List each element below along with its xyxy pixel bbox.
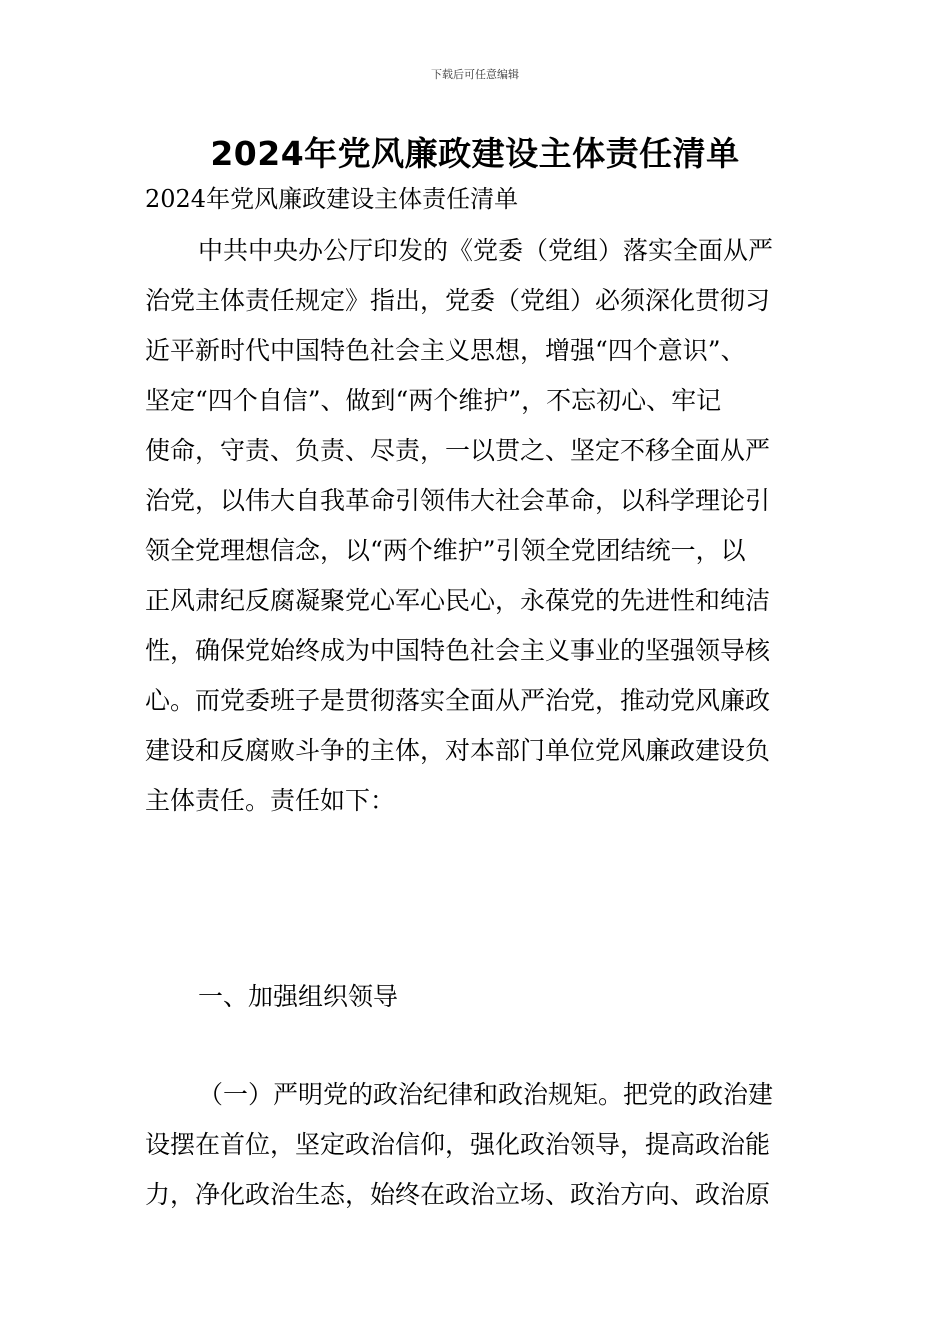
paragraph-line: 领全党理想信念，以“两个维护”引领全党团结统一，以 — [145, 536, 746, 565]
paragraph-line: 近平新时代中国特色社会主义思想，增强“四个意识”、 — [145, 336, 746, 365]
paragraph-line: 主体责任。责任如下： — [145, 786, 396, 815]
section-heading-1: 一、加强组织领导 — [198, 982, 399, 1011]
paragraph-line: 设摆在首位，坚定政治信仰，强化政治领导，提高政治能 — [145, 1130, 771, 1159]
paragraph-line: 治党，以伟大自我革命引领伟大社会革命，以科学理论引 — [145, 486, 771, 515]
paragraph-line: 正风肃纪反腐凝聚党心军心民心，永葆党的先进性和纯洁 — [145, 586, 771, 615]
paragraph-line: 中共中央办公厅印发的《党委（党组）落实全面从严 — [198, 236, 774, 265]
paragraph-line: 使命，守责、负责、尽责，一以贯之、坚定不移全面从严 — [145, 436, 771, 465]
document-title: 2024年党风廉政建设主体责任清单 — [210, 134, 740, 173]
paragraph-line: 建设和反腐败斗争的主体，对本部门单位党风廉政建设负 — [145, 736, 771, 765]
paragraph-line: 性，确保党始终成为中国特色社会主义事业的坚强领导核 — [145, 636, 771, 665]
paragraph-line: （一）严明党的政治纪律和政治规矩。把党的政治建 — [198, 1080, 774, 1109]
paragraph-line: 坚定“四个自信”、做到“两个维护”，不忘初心、牢记 — [145, 386, 722, 415]
document-subtitle: 2024年党风廉政建设主体责任清单 — [145, 185, 519, 213]
paragraph-section-1 — [145, 1070, 805, 1220]
page-header-note: 下载后可任意编辑 — [431, 68, 519, 81]
paragraph-intro — [145, 226, 805, 826]
paragraph-line: 心。而党委班子是贯彻落实全面从严治党，推动党风廉政 — [145, 686, 771, 715]
paragraph-line: 力，净化政治生态，始终在政治立场、政治方向、政治原 — [145, 1180, 771, 1209]
paragraph-line: 治党主体责任规定》指出，党委（党组）必须深化贯彻习 — [145, 286, 771, 315]
